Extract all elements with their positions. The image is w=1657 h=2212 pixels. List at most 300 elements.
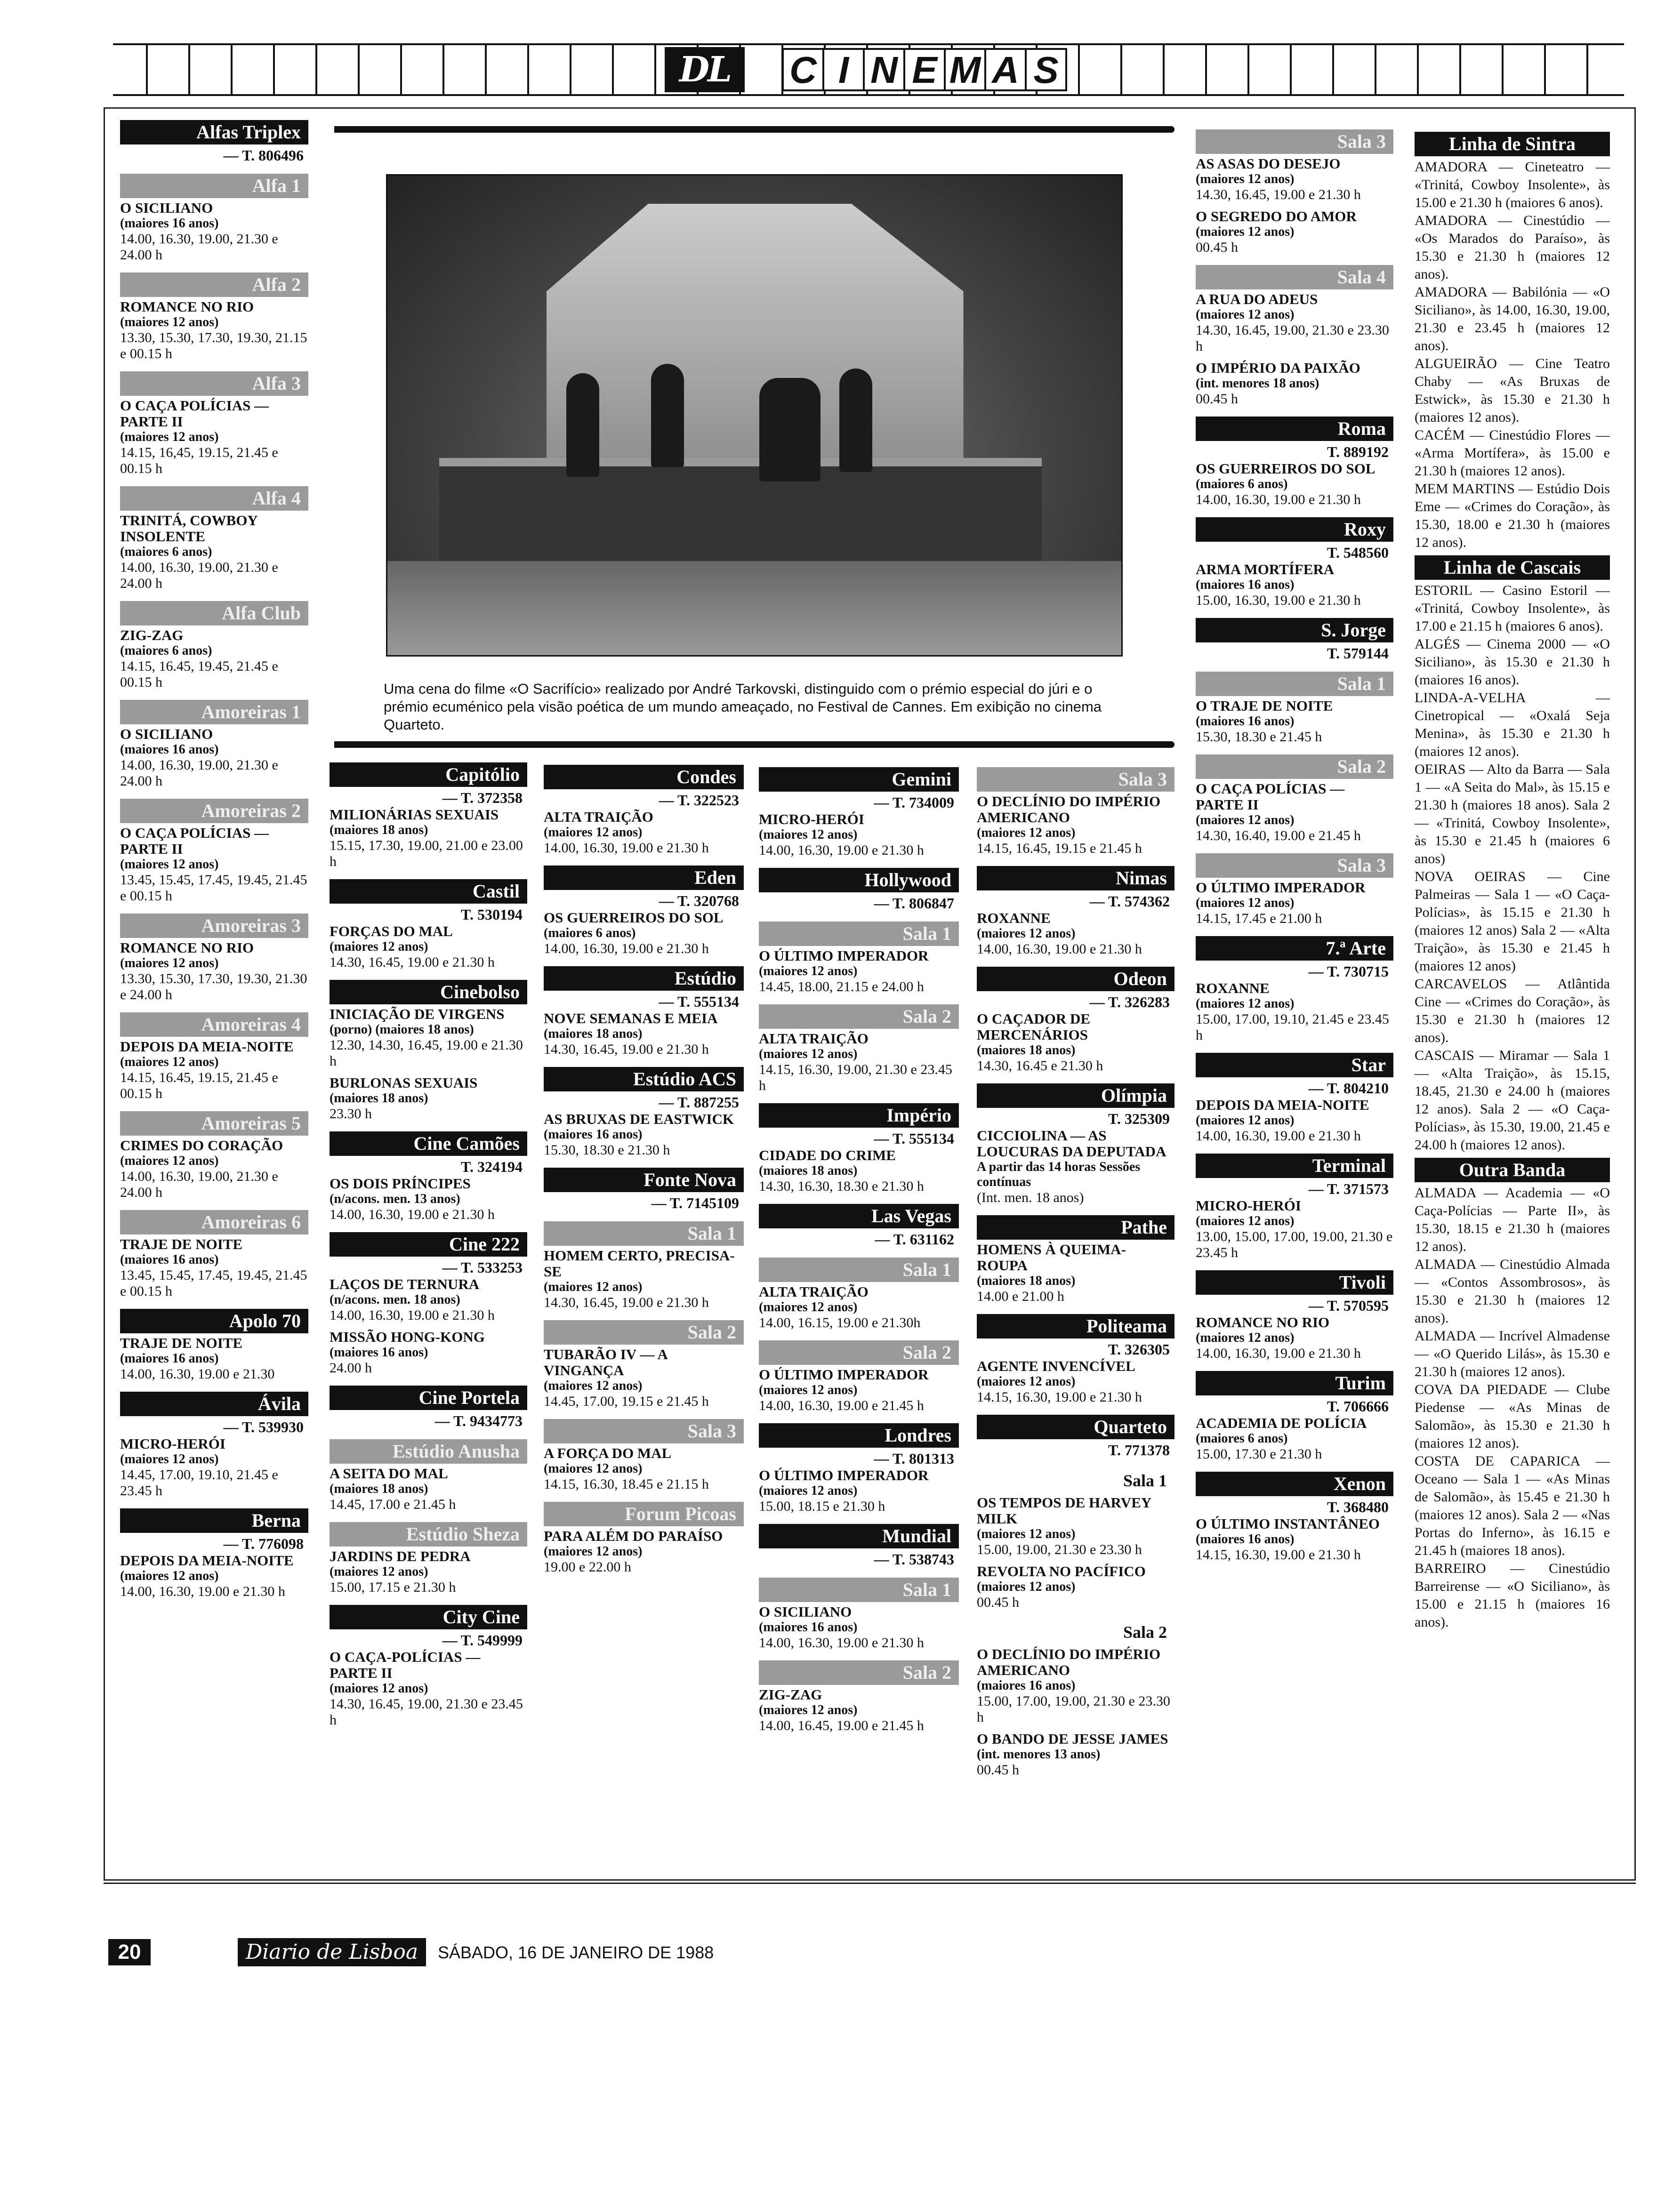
cinema-phone: — T. 806847 [874,895,954,912]
film-entry [330,807,527,870]
cinema-block [544,1419,744,1492]
film-rating: (maiores 16 anos) [544,1127,643,1142]
cinema-name: Sala 2 [759,1660,959,1685]
cinema-block [1196,618,1393,662]
issue-date: SÁBADO, 16 DE JANEIRO DE 1988 [438,1943,714,1962]
film-rating: (maiores 12 anos) [759,827,858,842]
film-rating: (maiores 12 anos) [330,1564,428,1579]
film-rating: (maiores 12 anos) [759,1383,858,1397]
film-entry [1196,561,1393,609]
film-title: OS GUERREIROS DO SOL [1196,460,1375,477]
cinema-block [977,1620,1174,1778]
film-entry [1196,360,1393,407]
film-rating: (maiores 12 anos) [120,857,219,872]
film-rating: (maiores 16 anos) [977,1678,1076,1693]
film-times: 14.15, 16.30, 19.00 e 21.30 h [977,1389,1142,1405]
film-rating: (maiores 6 anos) [1196,477,1288,491]
film-entry [330,1006,527,1069]
film-rating: (maiores 12 anos) [120,1154,219,1168]
film-times: 14.00, 16.30, 19.00 e 21.30 [120,1366,275,1382]
regional-listing: AMADORA — Cinestúdio — «Os Marados do Paraíso», às 15.30 e 21.30 h (maiores 12 anos). [1415,213,1610,282]
cinema-block [977,1415,1174,1459]
cinema-block [759,1340,959,1414]
regional-listing: LINDA-A-VELHA — Cinetropical — «Oxalá Seja Menina», às 15.30 e 21.30 h (maiores 12 anos). [1415,690,1610,759]
cinema-block [1196,1371,1393,1462]
film-times: 14.00, 16.30, 19.00 e 21.30 h [1196,1346,1361,1361]
cascais-list [1415,582,1610,1154]
cinema-phone: — T. 776098 [223,1535,304,1552]
film-times: 14.30, 16.45, 19.00 e 21.30 h [544,1295,709,1310]
cinema-name: Estúdio Anusha [330,1439,527,1464]
film-rating: (maiores 12 anos) [977,1579,1076,1594]
title-letter: A [984,48,1027,91]
film-entry [977,1495,1174,1558]
film-rating: (maiores 16 anos) [120,216,219,231]
film-times: 14.00, 16.30, 19.00, 21.30 e 24.00 h [120,231,278,263]
film-title: ALTA TRAIÇÃO [759,1283,869,1300]
film-times: 14.00, 16.30, 19.00 e 21.30 h [977,941,1142,957]
section-title [784,48,1067,91]
cinema-block [1196,853,1393,927]
cinema-name: Olímpia [977,1083,1174,1108]
cinema-block [330,879,527,970]
cinema-name: Xenon [1196,1472,1393,1496]
film-title: O DECLÍNIO DO IMPÉRIO AMERICANO [977,1646,1161,1678]
cinema-block [759,767,959,858]
film-rating: (maiores 12 anos) [977,926,1076,941]
film-title: A RUA DO ADEUS [1196,291,1318,307]
film-rating: (maiores 12 anos) [1196,1330,1295,1345]
cinema-name: Sala 3 [1196,853,1393,878]
film-title: CIDADE DO CRIME [759,1147,896,1163]
film-entry [759,1687,959,1734]
film-title: O SICILIANO [120,200,213,216]
film-entry [977,910,1174,957]
film-rating: (maiores 12 anos) [330,939,428,954]
film-title: TRAJE DE NOITE [120,1236,243,1252]
cinema-phone: T. 889192 [1327,443,1389,460]
film-entry [759,948,959,995]
film-entry [1196,1415,1393,1462]
film-rating: (maiores 12 anos) [120,1452,219,1467]
film-entry [1196,1198,1393,1261]
cinema-block [977,1215,1174,1305]
film-rating: (porno) (maiores 18 anos) [330,1022,474,1037]
film-rating: (maiores 12 anos) [1196,896,1295,910]
film-title: DEPOIS DA MEIA-NOITE [120,1552,294,1569]
film-entry [544,1248,744,1311]
cinema-name: Estúdio Sheza [330,1522,527,1547]
cinema-phone: — T. 734009 [874,794,954,811]
cinema-phone: — T. 570595 [1308,1297,1389,1314]
cinema-name: Alfa 2 [120,272,308,297]
cinema-block [1196,129,1393,256]
film-entry [759,1604,959,1651]
film-times: 14.15, 16.45, 19.15 e 21.45 h [977,841,1142,856]
cinema-name: Hollywood [759,868,959,892]
film-entry [120,513,308,592]
film-entry [1196,1097,1393,1144]
film-entry [977,1011,1174,1074]
film-times: 14.00, 16.30, 19.00 e 21.30 h [1196,1128,1361,1144]
film-times: 14.30, 16.45, 19.00, 21.30 e 23.30 h [1196,322,1389,354]
film-times: 15.30, 18.30 e 21.45 h [1196,729,1322,745]
cinema-block [977,1314,1174,1405]
regional-listing: CASCAIS — Miramar — Sala 1 — «Alta Traição», às 15.15, 18.45, 21.30 e 24.00 h (maiores 12 anos). Sala 2 — «O Caça-Polícias», às 15.30, 19.00, 21.45 e 24.00 h (maiores 12 anos). [1415,1048,1610,1153]
cinema-phone: — T. 371573 [1308,1180,1389,1197]
cinema-phone: — T. 806496 [223,147,304,164]
film-rating: (maiores 12 anos) [759,1483,858,1498]
film-times: 14.30, 16.40, 19.00 e 21.45 h [1196,828,1361,843]
cinema-block [120,174,308,263]
figure-shape [839,369,872,472]
film-rating: (maiores 12 anos) [1196,224,1295,239]
film-entry [330,923,527,970]
cinema-phone: T. 324194 [461,1158,523,1175]
sintra-list [1415,158,1610,552]
film-title: REVOLTA NO PACÍFICO [977,1563,1146,1579]
footer-rule [104,1883,1636,1884]
film-title: O CAÇA POLÍCIAS — PARTE II [120,397,269,430]
cinema-block [330,1439,527,1513]
film-rating: (int. menores 13 anos) [977,1747,1101,1762]
film-times: 14.15, 16.45, 19.45, 21.45 e 00.15 h [120,658,278,690]
film-title: CICCIOLINA — AS LOUCURAS DA DEPUTADA [977,1127,1166,1160]
film-times: 12.30, 14.30, 16.45, 19.00 e 21.30 h [330,1037,523,1069]
film-title: O ÚLTIMO IMPERADOR [759,1467,929,1483]
cinema-name: Sala 3 [544,1419,744,1443]
film-title: BURLONAS SEXUAIS [330,1074,478,1091]
cinema-phone: T. 326305 [1108,1341,1170,1358]
film-entry [977,1563,1174,1611]
film-rating: (maiores 12 anos) [1196,172,1295,186]
film-title: INICIAÇÃO DE VIRGENS [330,1006,505,1022]
film-rating: (maiores 12 anos) [977,825,1076,840]
cascais-header: Linha de Cascais [1415,555,1610,580]
film-entry [1196,208,1393,256]
cinema-name: Amoreiras 1 [120,700,308,724]
film-entry [1196,880,1393,927]
cinema-block [120,914,308,1003]
cinema-phone: — T. 574362 [1089,893,1170,910]
film-rating: (maiores 6 anos) [120,643,212,658]
film-title: NOVE SEMANAS E MEIA [544,1010,718,1026]
film-rating: (int. menores 18 anos) [1196,376,1319,391]
film-times: 14.00, 16.30, 19.00 e 21.30 h [759,1635,924,1651]
film-times: 14.00, 16.30, 19.00 e 21.30 h [544,941,709,956]
regional-listing: AMADORA — Cineteatro — «Trinitá, Cowboy Insolente», às 15.00 e 21.30 h (maiores 6 anos). [1415,159,1610,210]
film-rating: (maiores 12 anos) [120,315,219,329]
film-title: ROXANNE [977,910,1051,926]
regional-listing: ESTORIL — Casino Estoril — «Trinitá, Cowboy Insolente», às 17.00 e 21.15 h (maiores 6 anos). [1415,583,1610,634]
cinema-block [330,762,527,870]
cinema-name: Alfas Triplex [120,120,308,144]
cinema-block [120,601,308,690]
film-title: O SICILIANO [120,726,213,742]
film-entry [1196,461,1393,508]
film-times: 00.45 h [977,1762,1019,1778]
top-rule [334,126,1174,133]
cinema-block [120,272,308,362]
cinema-block [120,1210,308,1299]
film-title: LAÇOS DE TERNURA [330,1276,480,1292]
porch-shape [439,458,1042,566]
cinema-name: Sala 1 [1196,672,1393,696]
cinema-phone: — T. 804210 [1308,1080,1389,1097]
cinema-block [977,1468,1174,1611]
film-entry [544,809,744,856]
film-rating: (maiores 18 anos) [330,823,428,837]
film-title: ALTA TRAIÇÃO [759,1030,869,1047]
cinema-block [544,1320,744,1410]
film-entry [120,627,308,690]
film-title: DEPOIS DA MEIA-NOITE [120,1038,294,1055]
film-times: 15.30, 18.30 e 21.30 h [544,1142,670,1158]
cinema-name: Nimas [977,866,1174,890]
regional-listing: ALMADA — Academia — «O Caça-Polícias — Parte II», às 15.30, 18.15 e 21.30 h (maiores 12 anos). [1415,1185,1610,1254]
cinema-phone: — T. 555134 [874,1130,954,1147]
film-entry [120,398,308,477]
film-times: 00.45 h [1196,391,1238,407]
film-rating: (maiores 16 anos) [120,1351,219,1366]
cinema-name: Alfa 1 [120,174,308,198]
film-rating: (maiores 16 anos) [1196,577,1295,592]
cinema-block [1196,517,1393,609]
film-entry [120,1436,308,1499]
cinema-phone: T. 530194 [461,906,523,923]
cinema-name: Sala 2 [544,1320,744,1345]
cinema-name: Sala 2 [759,1004,959,1029]
film-times: 14.00, 16.45, 19.00 e 21.45 h [759,1718,924,1733]
cinema-name: Sala 1 [759,1578,959,1602]
cinema-phone: — T. 7145109 [651,1194,739,1211]
listings-column-2 [330,762,527,1738]
film-times: 14.00, 16.30, 19.00 e 21.30 h [544,840,709,856]
film-times: 14.30, 16.45 e 21.30 h [977,1058,1103,1074]
cinema-name: Amoreiras 2 [120,799,308,823]
cinema-phone: — T. 730715 [1308,963,1389,980]
film-title: JARDINS DE PEDRA [330,1548,471,1564]
film-times: 14.15, 16,45, 19.15, 21.45 e 00.15 h [120,445,278,476]
cinema-block [977,866,1174,957]
film-title: OS GUERREIROS DO SOL [544,909,724,926]
cinema-block [330,1131,527,1223]
cinema-name: Apolo 70 [120,1309,308,1333]
film-title: AGENTE INVENCÍVEL [977,1358,1135,1374]
newspaper-logo: DL [665,47,745,92]
film-times: 13.45, 15.45, 17.45, 19.45, 21.45 e 00.15 h [120,872,307,904]
film-times: 14.00, 16.30, 19.00, 21.30 e 24.00 h [120,1169,278,1200]
cinema-block [544,1168,744,1212]
film-title: A SEITA DO MAL [330,1465,448,1482]
film-rating: (maiores 12 anos) [977,1527,1076,1541]
film-times: 15.15, 17.30, 19.00, 21.00 e 23.00 h [330,838,523,869]
cinema-name: Gemini [759,767,959,792]
film-rating: (maiores 18 anos) [330,1482,428,1496]
film-entry [330,1466,527,1513]
title-letter: C [782,48,824,91]
newspaper-name: Diario de Lisboa [238,1938,426,1966]
film-rating: (maiores 16 anos) [120,1252,219,1267]
cinema-block [1196,265,1393,407]
figure-shape [759,378,820,481]
cinema-block [977,1083,1174,1206]
film-rating: (maiores 6 anos) [1196,1431,1288,1446]
cinema-name: Sala 1 [759,1258,959,1282]
film-title: PARA ALÉM DO PARAÍSO [544,1528,723,1544]
ground-shape [387,561,1121,655]
cinema-name: Amoreiras 6 [120,1210,308,1234]
cinema-name: Ávila [120,1392,308,1416]
film-title: O SICILIANO [759,1603,852,1620]
film-times: 15.00, 17.30 e 21.30 h [1196,1446,1322,1462]
film-rating: (maiores 16 anos) [759,1620,858,1635]
figure-shape [651,364,684,467]
film-title: MILIONÁRIAS SEXUAIS [330,806,499,823]
film-title: ROXANNE [1196,980,1270,996]
film-title: ROMANCE NO RIO [120,298,254,315]
film-entry [330,1548,527,1595]
film-title: OS TEMPOS DE HARVEY MILK [977,1494,1151,1527]
regional-listing: CACÉM — Cinestúdio Flores — «Arma Mortífera», às 15.00 e 21.30 h (maiores 12 anos). [1415,427,1610,479]
cinema-block [120,1508,308,1600]
film-times: 14.30, 16.45, 19.00, 21.30 e 23.45 h [330,1696,523,1728]
film-title: MICRO-HERÓI [759,811,864,827]
film-title: O CAÇA POLÍCIAS — PARTE II [120,825,269,857]
film-entry [1196,156,1393,203]
film-title: O TRAJE DE NOITE [1196,697,1333,714]
cinema-name: Eden [544,866,744,890]
cinema-phone: T. 325309 [1108,1110,1170,1127]
cinema-block [330,1522,527,1595]
film-rating: (maiores 12 anos) [1196,813,1295,827]
film-title: MICRO-HERÓI [1196,1197,1301,1214]
film-times: 14.00, 16.30, 19.00 e 21.30 h [120,1584,285,1599]
listings-column-5 [977,767,1174,1787]
film-times: 14.00, 16.30, 19.00 e 21.45 h [759,1398,924,1413]
film-rating: (maiores 12 anos) [1196,996,1295,1011]
film-entry [1196,291,1393,354]
cinema-name: Sala 1 [1123,1471,1167,1490]
cinema-name: Amoreiras 5 [120,1111,308,1136]
film-times: 15.00, 17.15 e 21.30 h [330,1579,456,1595]
cinema-block [120,1111,308,1201]
film-entry [120,1236,308,1299]
film-rating: (maiores 12 anos) [544,825,643,840]
cinema-name: Capitólio [330,762,527,787]
cinema-block [759,1423,959,1515]
film-title: HOMENS À QUEIMA-ROUPA [977,1241,1126,1274]
film-entry [1196,698,1393,745]
regional-listing: ALGÉS — Cinema 2000 — «O Siciliano», às 15.30 e 21.30 h (maiores 16 anos). [1415,636,1610,688]
regional-listing: BARREIRO — Cinestúdio Barreirense — «O Siciliano», às 15.00 e 21.15 h (maiores 16 anos). [1415,1561,1610,1630]
film-title: FORÇAS DO MAL [330,923,453,939]
cinema-block [120,700,308,789]
cinema-phone: — T. 887255 [659,1094,739,1111]
film-rating: (maiores 12 anos) [120,430,219,444]
cinema-block [120,1309,308,1382]
film-rating: (maiores 18 anos) [330,1091,428,1106]
cinema-block [1196,754,1393,844]
film-rating: (maiores 12 anos) [1196,1113,1295,1128]
cinema-name: Berna [120,1508,308,1533]
film-times: 19.00 e 22.00 h [544,1559,631,1575]
film-rating: (maiores 16 anos) [1196,714,1295,729]
cinema-block [1196,672,1393,745]
film-rating: (maiores 18 anos) [977,1274,1076,1288]
film-entry [1196,1314,1393,1362]
film-rating: (n/acons. men. 13 anos) [330,1192,460,1206]
film-title: O DECLÍNIO DO IMPÉRIO AMERICANO [977,793,1161,825]
cinema-phone: — T. 538743 [874,1551,954,1568]
film-entry [759,1031,959,1094]
film-rating: (maiores 12 anos) [759,1047,858,1061]
film-times: 14.00, 16.30, 19.00, 21.30 e 24.00 h [120,560,278,591]
film-times: (Int. men. 18 anos) [977,1190,1084,1205]
cinema-name: Tivoli [1196,1270,1393,1295]
film-rating: (maiores 6 anos) [120,545,212,559]
cinema-name: Sala 2 [1123,1623,1167,1642]
regional-listing: AMADORA — Babilónia — «O Siciliano», às 14.00, 16.30, 19.00, 21.30 e 23.45 h (maiores 12 anos). [1415,284,1610,353]
listings-column-6 [1196,129,1393,1572]
film-times: 14.00, 16.30, 19.00 e 21.30 h [1196,492,1361,507]
film-entry [330,1329,527,1376]
cinema-name: Sala 4 [1196,265,1393,289]
film-times: 00.45 h [1196,240,1238,255]
cinema-name: Star [1196,1053,1393,1077]
film-rating: A partir das 14 horas Sessões contínuas [977,1160,1141,1189]
cinema-block [759,1204,959,1248]
title-letter: M [944,48,986,91]
film-times: 14.45, 17.00, 19.15 e 21.45 h [544,1394,709,1409]
cinema-block [977,967,1174,1074]
film-times: 13.30, 15.30, 17.30, 19.30, 21.30 e 24.00 h [120,971,307,1002]
regional-listing: COVA DA PIEDADE — Clube Piedense — «As Minas de Salomão», às 15.30 e 21.30 h (maiores 12 anos). [1415,1382,1610,1451]
cinema-block [759,1524,959,1568]
cinema-phone: — T. 539930 [223,1419,304,1435]
cinema-name: Condes [544,765,744,789]
film-times: 14.15, 17.45 e 21.00 h [1196,911,1322,926]
film-entry [1196,1516,1393,1563]
film-title: AS ASAS DO DESEJO [1196,155,1341,172]
film-entry [120,1039,308,1102]
film-title: O SEGREDO DO AMOR [1196,208,1357,224]
cinema-name: Império [759,1103,959,1128]
film-times: 15.00, 16.30, 19.00 e 21.30 h [1196,593,1361,608]
film-rating: (maiores 12 anos) [544,1544,643,1559]
cinema-phone: — T. 533253 [442,1259,523,1276]
cinema-name: Cine 222 [330,1232,527,1257]
title-letter: E [903,48,946,91]
film-entry [759,1367,959,1414]
film-title: O ÚLTIMO INSTANTÂNEO [1196,1515,1380,1532]
film-times: 14.00, 16.30, 19.00 e 21.30 h [330,1207,495,1222]
cinema-block [977,767,1174,857]
film-entry [759,811,959,858]
cinema-block [759,1258,959,1331]
cinema-name: Alfa 3 [120,371,308,396]
cinema-name: Turim [1196,1371,1393,1395]
film-entry [120,825,308,904]
film-times: 14.15, 16.30, 19.00 e 21.30 h [1196,1547,1361,1563]
film-entry [759,1284,959,1331]
film-times: 14.00, 16.30, 19.00 e 21.30 h [759,842,924,858]
listings-column-4 [759,767,959,1743]
film-entry [544,1445,744,1492]
cinema-block [1196,417,1393,508]
cinema-name: 7.ª Arte [1196,936,1393,961]
cinema-phone: — T. 631162 [875,1231,954,1248]
